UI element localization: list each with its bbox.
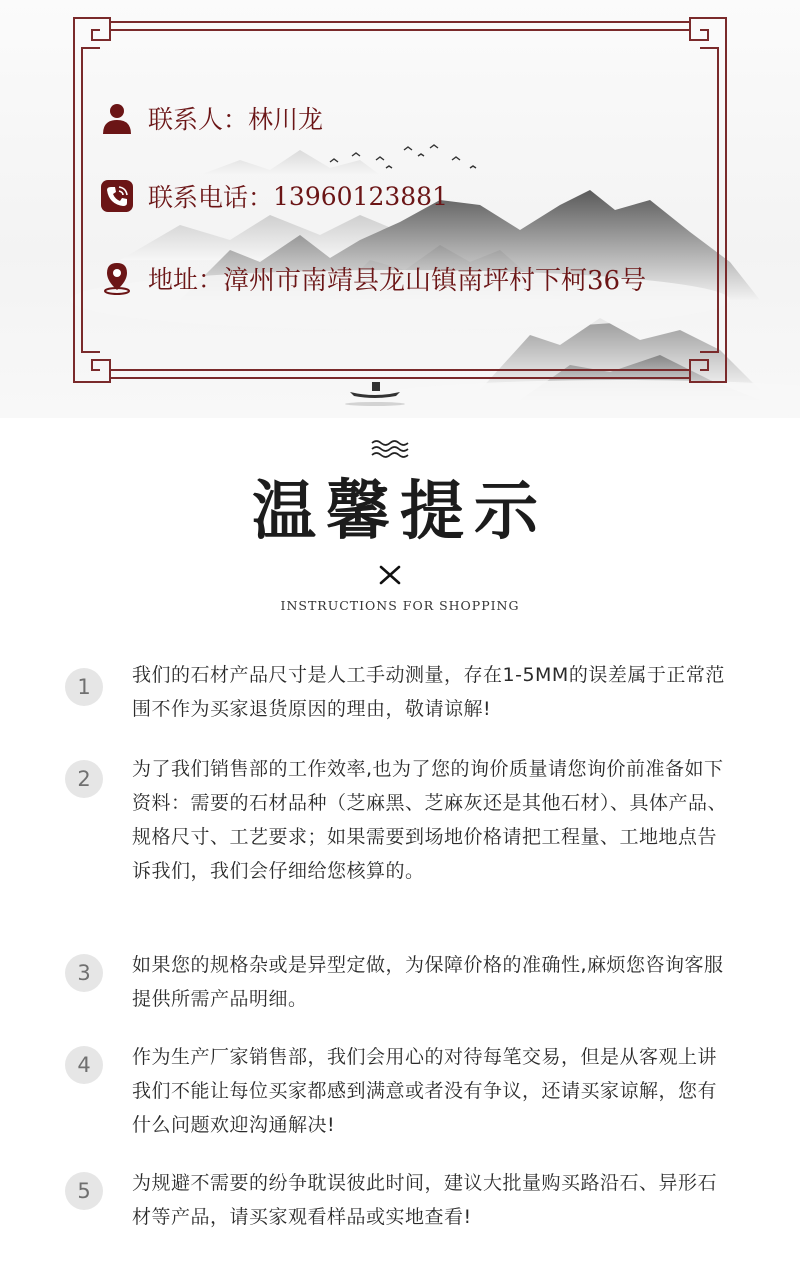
- cross-icon: [378, 565, 402, 585]
- tip-number-badge: 2: [65, 760, 103, 798]
- location-pin-icon: [100, 261, 134, 295]
- page-subtitle: INSTRUCTIONS FOR SHOPPING: [280, 598, 520, 613]
- contact-address-row: [100, 256, 646, 300]
- tip-text: 如果您的规格杂或是异型定做，为保障价格的准确性,麻烦您咨询客服提供所需产品明细。: [132, 954, 724, 1010]
- contact-card: [0, 0, 800, 418]
- contact-person-label: 联系人：: [148, 105, 249, 134]
- tip-text: 为了我们销售部的工作效率,也为了您的询价质量请您询价前准备如下资料：需要的石材品种（芝麻黑、芝麻灰还是其他石材）、具体产品、规格尺寸、工艺要求；如果需要到场地价格请把工程量、工地地点告诉我们，我们会仔细给您核算的。: [132, 758, 728, 882]
- contact-phone-row: [100, 174, 448, 218]
- page-title: 温馨提示: [252, 474, 548, 549]
- contact-person-value: 林川龙: [248, 105, 324, 134]
- tip-number-badge: 5: [65, 1172, 103, 1210]
- tip-text: 作为生产厂家销售部，我们会用心的对待每笔交易，但是从客观上讲我们不能让每位买家都感到满意或者没有争议，还请买家谅解，您有什么问题欢迎沟通解决!: [132, 1046, 718, 1136]
- person-icon: [100, 101, 134, 135]
- contact-address-label: 地址：: [148, 265, 224, 294]
- tip-number-badge: 1: [65, 668, 103, 706]
- tip-number-badge: 3: [65, 954, 103, 992]
- contact-phone-label: 联系电话：: [148, 183, 274, 212]
- tip-text: 我们的石材产品尺寸是人工手动测量，存在1-5MM的误差属于正常范围不作为买家退货原因的理由，敬请谅解!: [132, 664, 725, 720]
- waves-icon: [370, 438, 410, 460]
- phone-icon: [100, 179, 134, 213]
- contact-person-row: [100, 96, 323, 140]
- contact-address-value: 漳州市南靖县龙山镇南坪村下柯36号: [223, 265, 647, 296]
- contact-phone-value: 13960123881: [273, 181, 448, 211]
- tip-text: 为规避不需要的纷争耽误彼此时间，建议大批量购买路沿石、异形石材等产品，请买家观看样品或实地查看!: [132, 1172, 718, 1228]
- tip-number-badge: 4: [65, 1046, 103, 1084]
